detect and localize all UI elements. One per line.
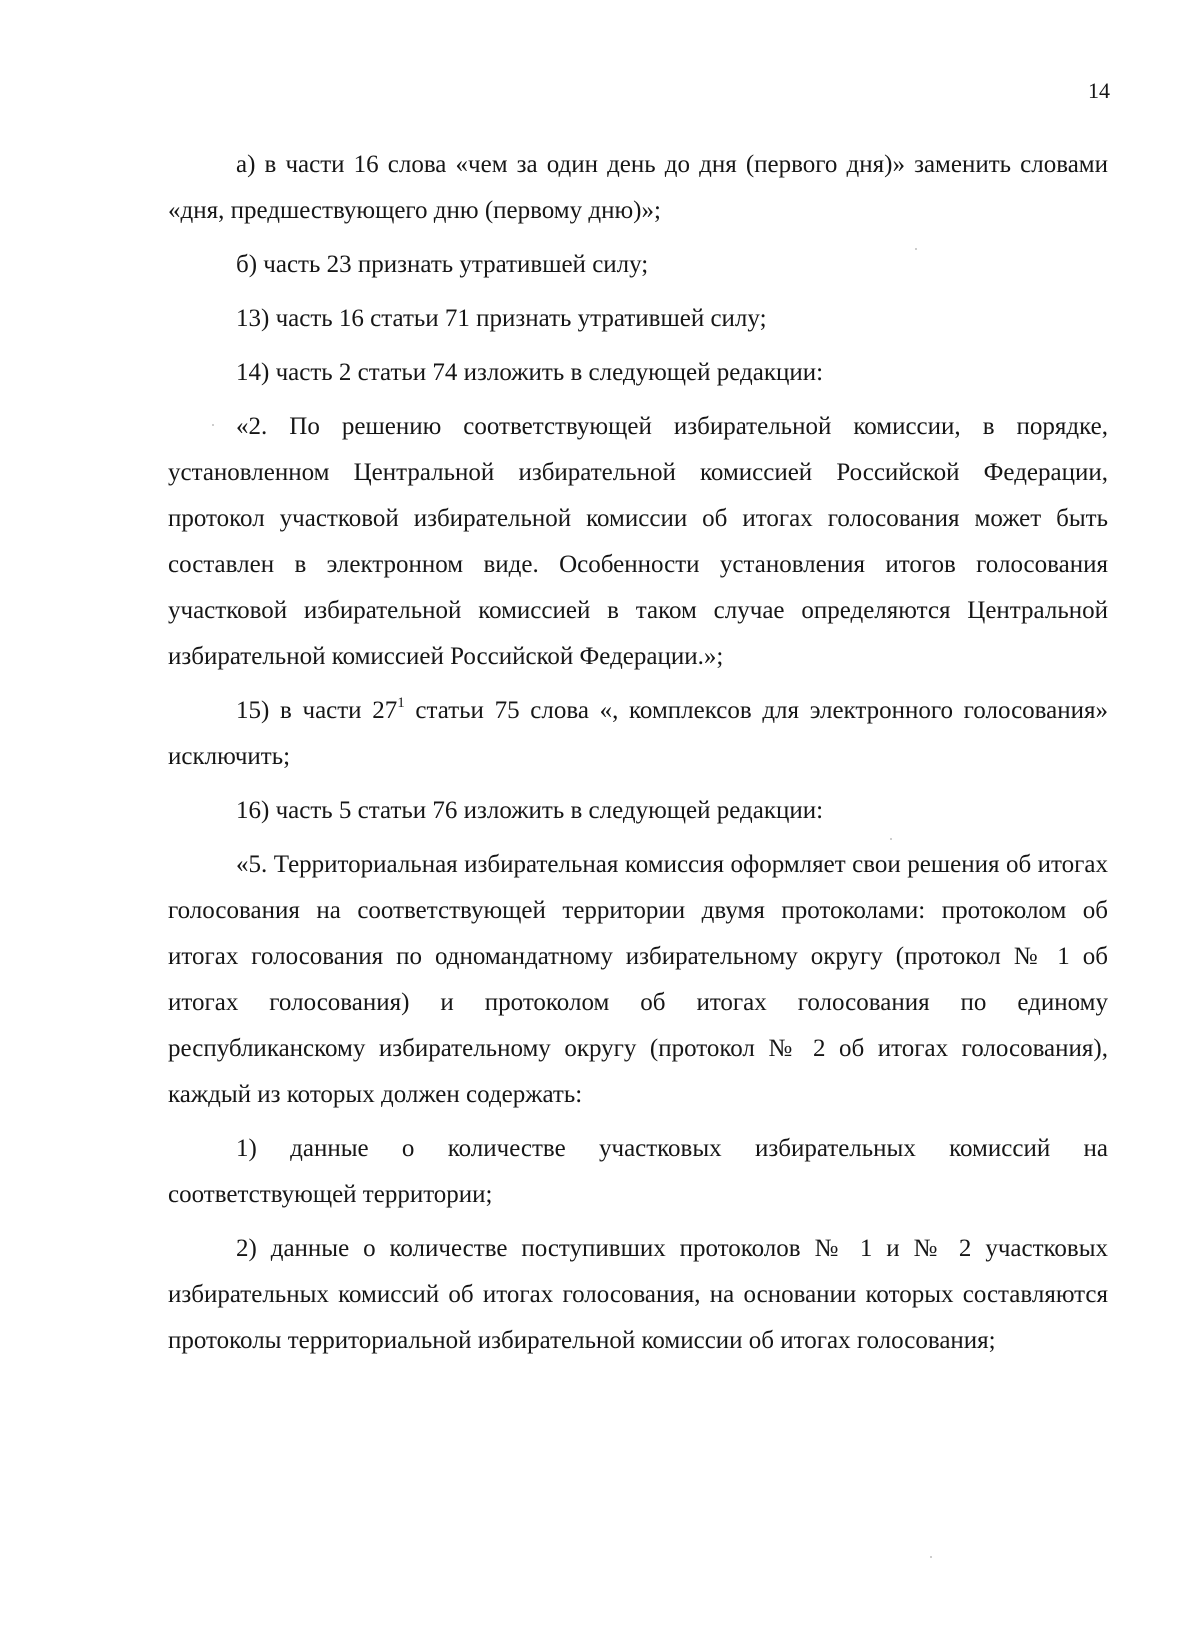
- scan-speck: [890, 838, 892, 840]
- scan-speck: [212, 424, 214, 426]
- paragraph-quote-part-5: «5. Территориальная избирательная комиссия оформляет свои решения об итогах голосования на соответствующей территории двумя протоколами: протоколом об итогах голосования по одномандатному избирательному округу (протокол № 1 об итогах голосования) и протоколом об итогах голосования по единому республиканскому избирательному округу (протокол № 2 об итогах голосования), каждый из которых должен содержать:: [168, 851, 1108, 1108]
- paragraph-point-15: [168, 688, 1108, 780]
- paragraph-point-16: 16) часть 5 статьи 76 изложить в следующей редакции:: [236, 797, 824, 824]
- paragraph-subpoint-2: 2) данные о количестве поступивших протоколов № 1 и № 2 участковых избирательных комиссий об итогах голосования, на основании которых составляются протоколы территориальной избирательной комиссии об итогах голосования;: [168, 1235, 1108, 1354]
- scan-speck: [915, 248, 917, 250]
- paragraph-point-13: 13) часть 16 статьи 71 признать утратившей силу;: [236, 305, 767, 332]
- paragraph-item-b: б) часть 23 признать утратившей силу;: [236, 251, 649, 278]
- paragraph-item-a: а) в части 16 слова «чем за один день до дня (первого дня)» заменить словами «дня, предшествующего дню (первому дню)»;: [168, 151, 1108, 224]
- paragraph-subpoint-1: 1) данные о количестве участковых избирательных комиссий на соответствующей территории;: [168, 1135, 1108, 1208]
- paragraph-point-14: 14) часть 2 статьи 74 изложить в следующей редакции:: [236, 359, 824, 386]
- scan-speck: [930, 1556, 932, 1558]
- paragraph-quote-part-2: «2. По решению соответствующей избирательной комиссии, в порядке, установленном Центральной избирательной комиссией Российской Федерации, протокол участковой избирательной комиссии об итогах голосования может быть составлен в электронном виде. Особенности установления итогов голосования участковой избирательной комиссией в таком случае определяются Центральной избирательной комиссией Российской Федерации.»;: [168, 413, 1108, 670]
- superscript-index: 1: [397, 694, 405, 711]
- page-number: 14: [1088, 78, 1110, 103]
- paragraph-point-15-end: статьи 75 слова «, комплексов для электронного голосования» исключить;: [168, 697, 1108, 770]
- document-body: [168, 142, 1108, 1372]
- paragraph-point-15-start: 15) в части 27: [236, 697, 398, 724]
